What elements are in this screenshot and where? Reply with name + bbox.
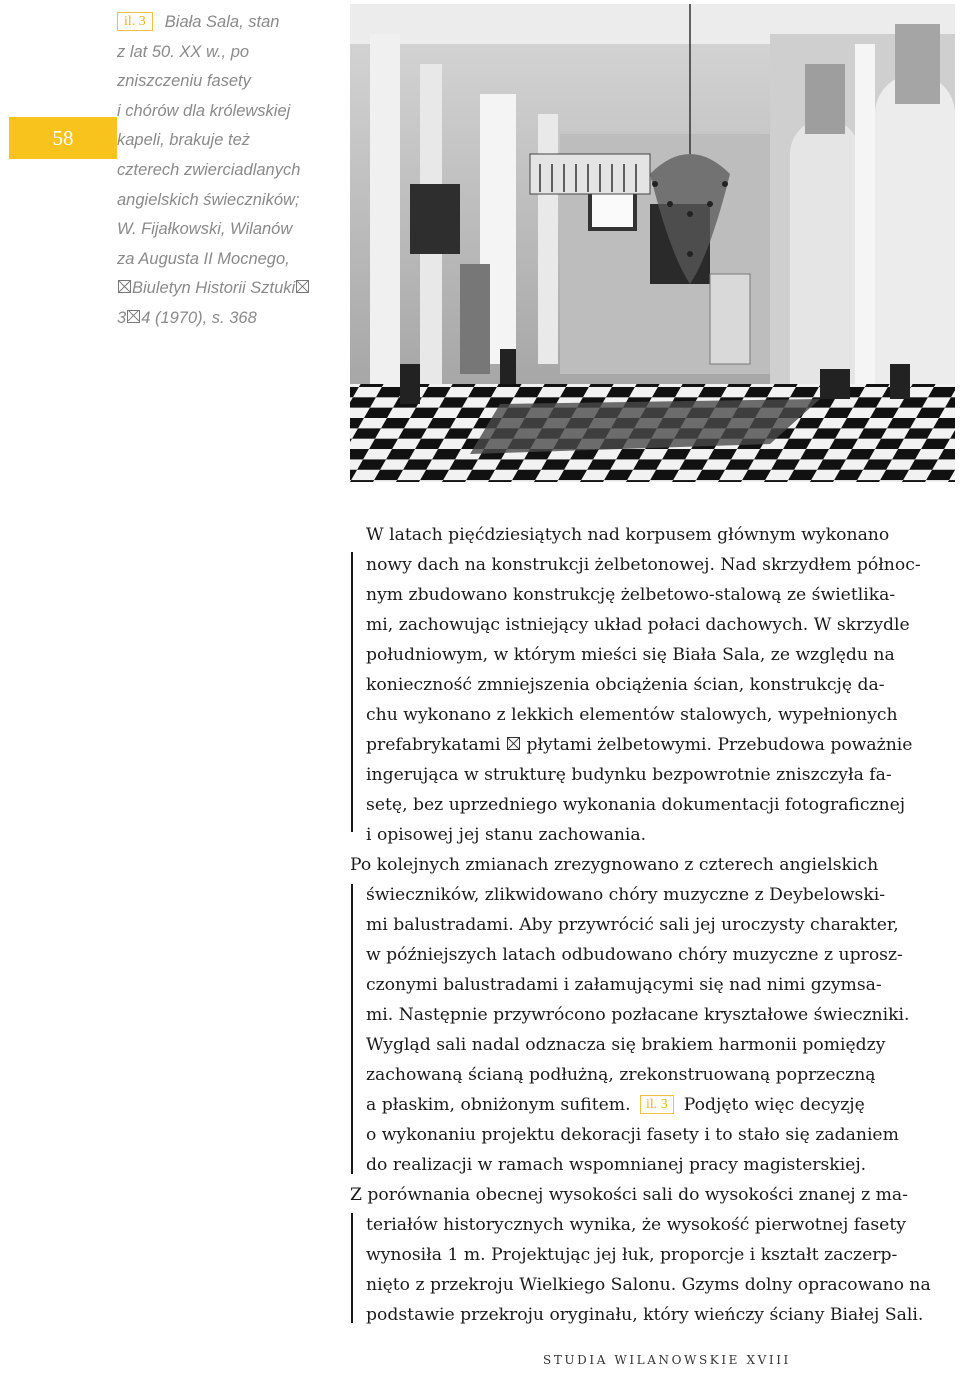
text-line: teriałów historycznych wynika, że wysokość pierwotnej fasety bbox=[366, 1215, 906, 1235]
figure-label: il. 3 bbox=[117, 12, 153, 31]
caption-line: kapeli, brakuje też bbox=[117, 131, 250, 150]
journal-footer: STUDIA WILANOWSKIE XVIII bbox=[543, 1353, 791, 1367]
text-line bbox=[350, 1090, 956, 1120]
text-line: Po kolejnych zmianach zrezygnowano z czterech angielskich bbox=[350, 855, 879, 875]
text-line: do realizacji w ramach wspomnianej pracy magisterskiej. bbox=[366, 1155, 867, 1175]
text-line: i opisowej jej stanu zachowania. bbox=[366, 825, 647, 845]
photo-white-hall-interior-icon bbox=[350, 4, 955, 482]
caption-line: 4 (1970), s. 368 bbox=[141, 308, 257, 327]
figure-caption bbox=[117, 8, 332, 334]
text-line: świeczników, zlikwidowano chóry muzyczne z Deybelowski- bbox=[366, 885, 886, 905]
text-line bbox=[366, 730, 956, 760]
text-fragment: płytami żelbetowymi. Przebudowa poważnie bbox=[526, 735, 913, 755]
text-line: mi, zachowując istniejący układ połaci dachowych. W skrzydle bbox=[366, 615, 910, 635]
caption-line: i chórów dla królewskiej bbox=[117, 101, 291, 120]
caption-line: W. Fijałkowski, Wilanów bbox=[117, 220, 293, 239]
paragraph-bar bbox=[351, 552, 353, 832]
missing-glyph-icon bbox=[507, 737, 520, 750]
paragraph-height bbox=[350, 1180, 956, 1330]
text-line: południowym, w którym mieści się Biała Sala, ze względu na bbox=[366, 645, 895, 665]
text-line: setę, bez uprzedniego wykonania dokumentacji fotograficznej bbox=[366, 795, 906, 815]
text-line: chu wykonano z lekkich elementów stalowych, wypełnionych bbox=[366, 705, 898, 725]
text-line: nięto z przekroju Wielkiego Salonu. Gzyms dolny opracowano na bbox=[366, 1275, 931, 1295]
text-line: Z porównania obecnej wysokości sali do wysokości znanej z ma- bbox=[350, 1185, 908, 1205]
caption-line: za Augusta II Mocnego, bbox=[117, 249, 290, 268]
page-number: 58 bbox=[9, 117, 117, 159]
text-line: podstawie przekroju oryginału, który wieńczy ściany Białej Sali. bbox=[366, 1305, 924, 1325]
text-line: konieczność zmniejszenia obciążenia ścian, konstrukcję da- bbox=[366, 675, 885, 695]
text-fragment: a płaskim, obniżonym sufitem. bbox=[366, 1095, 631, 1115]
caption-line: Biuletyn Historii Sztuki bbox=[132, 279, 296, 298]
text-line: wynosiła 1 m. Projektując jej łuk, proporcje i kształt zaczerp- bbox=[366, 1245, 898, 1265]
text-line: mi. Następnie przywrócono pozłacane kryształowe świeczniki. bbox=[366, 1005, 910, 1025]
missing-glyph-icon bbox=[296, 280, 309, 293]
figure-reference-link[interactable]: il. 3 bbox=[640, 1095, 674, 1114]
caption-line: angielskich świeczników; bbox=[117, 190, 300, 209]
caption-line: 3 bbox=[117, 308, 127, 327]
text-line: o wykonaniu projektu dekoracji fasety i to stało się zadaniem bbox=[366, 1125, 899, 1145]
missing-glyph-icon bbox=[118, 280, 131, 293]
text-line: mi balustradami. Aby przywrócić sali jej uroczysty charakter, bbox=[366, 915, 899, 935]
text-line: zachowaną ścianą podłużną, zrekonstruowaną poprzeczną bbox=[366, 1065, 876, 1085]
paragraph-roof bbox=[366, 520, 956, 850]
text-fragment: prefabrykatami bbox=[366, 735, 501, 755]
caption-line: zniszczeniu fasety bbox=[117, 72, 251, 91]
paragraph-changes bbox=[350, 850, 956, 1180]
caption-line: z lat 50. XX w., po bbox=[117, 42, 250, 61]
missing-glyph-icon bbox=[127, 310, 140, 323]
text-line: czonymi balustradami i załamującymi się nad nimi gzymsa- bbox=[366, 975, 882, 995]
text-line: nowy dach na konstrukcji żelbetonowej. Nad skrzydłem północ- bbox=[366, 555, 921, 575]
hall-photo bbox=[350, 4, 955, 482]
text-fragment: Podjęto więc decyzję bbox=[683, 1095, 865, 1115]
text-line: w późniejszych latach odbudowano chóry muzyczne z uprosz- bbox=[366, 945, 903, 965]
text-line: Wygląd sali nadal odznacza się brakiem harmonii pomiędzy bbox=[366, 1035, 886, 1055]
text-line: nym zbudowano konstrukcję żelbetowo-stalową ze świetlika- bbox=[366, 585, 896, 605]
text-line: ingerująca w strukturę budynku bezpowrotnie zniszczyła fa- bbox=[366, 765, 892, 785]
caption-line: czterech zwierciadlanych bbox=[117, 160, 301, 179]
caption-line: Biała Sala, stan bbox=[164, 13, 280, 31]
text-line: W latach pięćdziesiątych nad korpusem głównym wykonano bbox=[366, 525, 890, 545]
